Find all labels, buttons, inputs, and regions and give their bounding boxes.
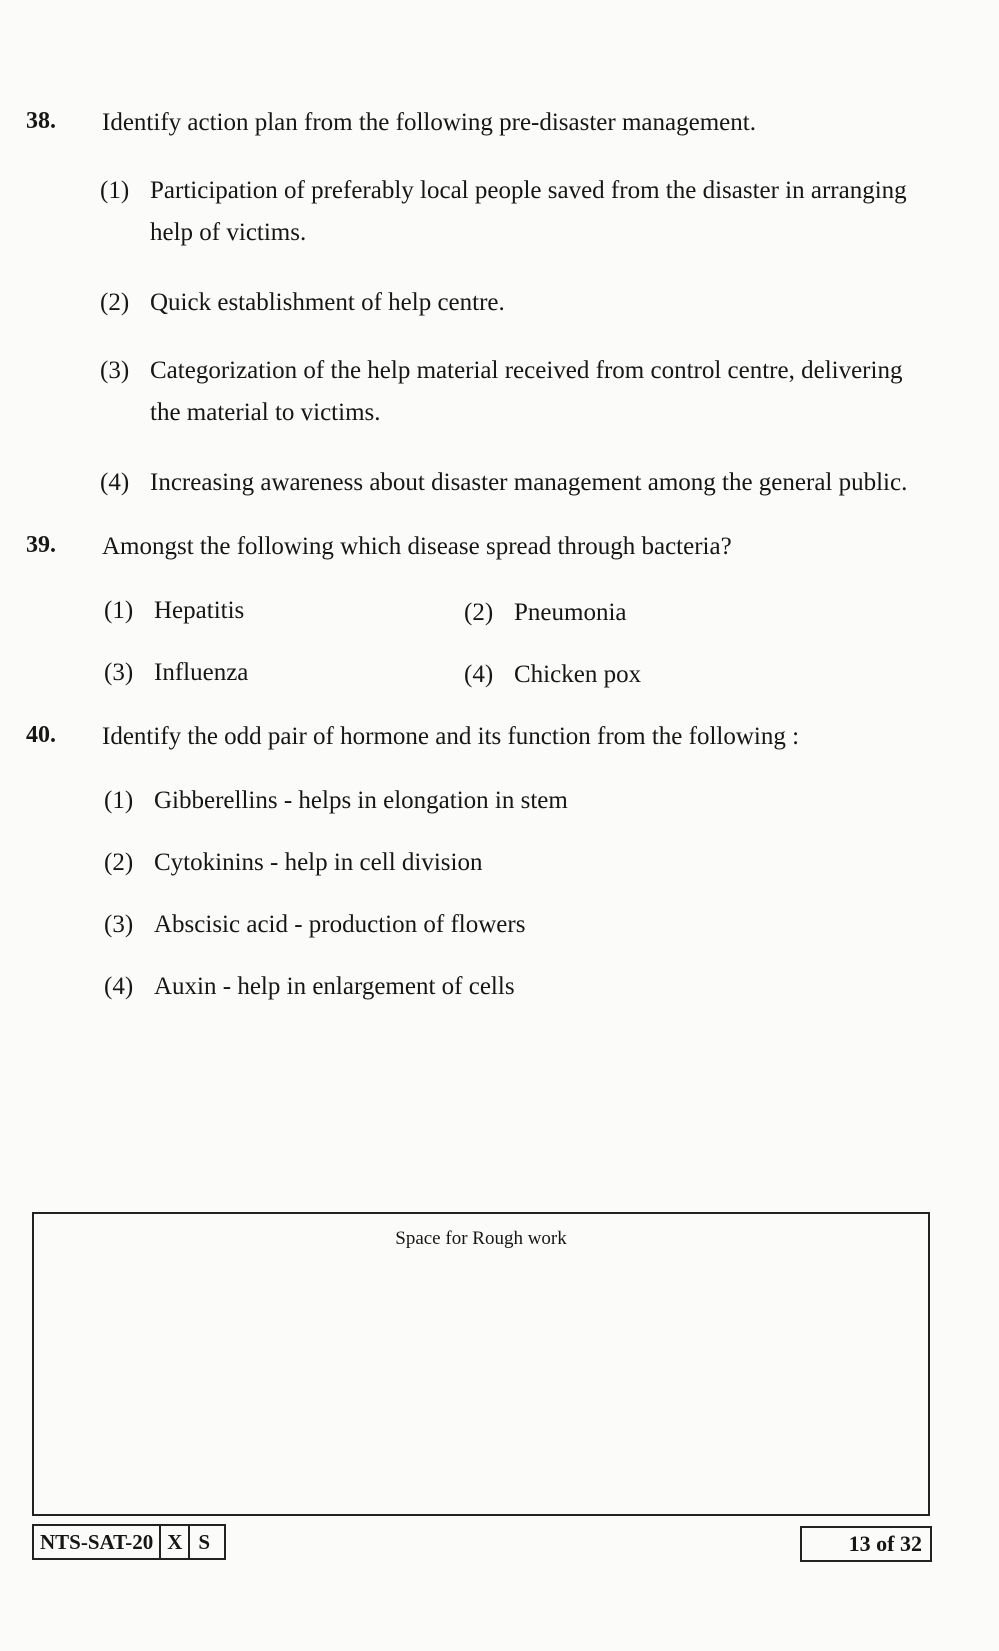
option-text: Cytokinins - help in cell division bbox=[154, 849, 483, 876]
option-number: (1) bbox=[104, 787, 134, 814]
option-40-1[interactable] bbox=[104, 780, 568, 822]
option-number: (2) bbox=[464, 599, 494, 626]
option-text: Categorization of the help material received from control centre, delivering the material to victims. bbox=[150, 357, 903, 426]
option-text: Quick establishment of help centre. bbox=[150, 289, 505, 316]
option-38-4[interactable] bbox=[100, 462, 930, 504]
question-text: Amongst the following which disease spread through bacteria? bbox=[102, 533, 732, 560]
option-38-1[interactable] bbox=[100, 170, 930, 254]
option-text: Participation of preferably local people saved from the disaster in arranging help of victims. bbox=[150, 177, 907, 246]
exam-code-cell-1: X bbox=[161, 1526, 190, 1558]
question-text: Identify action plan from the following pre-disaster management. bbox=[102, 109, 756, 136]
option-text: Gibberellins - helps in elongation in stem bbox=[154, 787, 568, 814]
option-text: Auxin - help in enlargement of cells bbox=[154, 973, 515, 1000]
option-40-2[interactable] bbox=[104, 842, 482, 884]
option-number: (3) bbox=[104, 911, 134, 938]
option-number: (4) bbox=[100, 469, 130, 496]
option-text: Pneumonia bbox=[514, 599, 627, 626]
option-text: Influenza bbox=[154, 659, 249, 686]
page-number: 13 of 32 bbox=[800, 1526, 932, 1562]
option-text: Hepatitis bbox=[154, 597, 245, 624]
option-number: (4) bbox=[464, 661, 494, 688]
option-40-4[interactable] bbox=[104, 966, 515, 1008]
option-number: (2) bbox=[100, 289, 130, 316]
option-number: (1) bbox=[100, 177, 130, 204]
option-number: (3) bbox=[104, 659, 134, 686]
question-number: 38. bbox=[26, 108, 56, 134]
question-number: 40. bbox=[26, 722, 56, 748]
option-39-2[interactable] bbox=[464, 592, 627, 634]
exam-code-box bbox=[32, 1524, 226, 1560]
exam-code-cell-2: S bbox=[198, 1529, 211, 1554]
option-38-2[interactable] bbox=[100, 282, 930, 324]
option-text: Chicken pox bbox=[514, 661, 642, 688]
option-text: Increasing awareness about disaster management among the general public. bbox=[150, 469, 908, 496]
option-39-1[interactable] bbox=[104, 590, 244, 632]
option-number: (1) bbox=[104, 597, 134, 624]
exam-code: NTS-SAT-20 bbox=[34, 1526, 161, 1558]
question-text: Identify the odd pair of hormone and its function from the following : bbox=[102, 723, 800, 750]
option-40-3[interactable] bbox=[104, 904, 525, 946]
rough-work-box bbox=[32, 1212, 930, 1516]
option-number: (2) bbox=[104, 849, 134, 876]
question-number: 39. bbox=[26, 532, 56, 558]
option-number: (3) bbox=[100, 357, 130, 384]
option-38-3[interactable] bbox=[100, 350, 930, 434]
option-number: (4) bbox=[104, 973, 134, 1000]
rough-work-title: Space for Rough work bbox=[395, 1228, 567, 1249]
option-39-4[interactable] bbox=[464, 654, 641, 696]
option-39-3[interactable] bbox=[104, 652, 248, 694]
option-text: Abscisic acid - production of flowers bbox=[154, 911, 526, 938]
